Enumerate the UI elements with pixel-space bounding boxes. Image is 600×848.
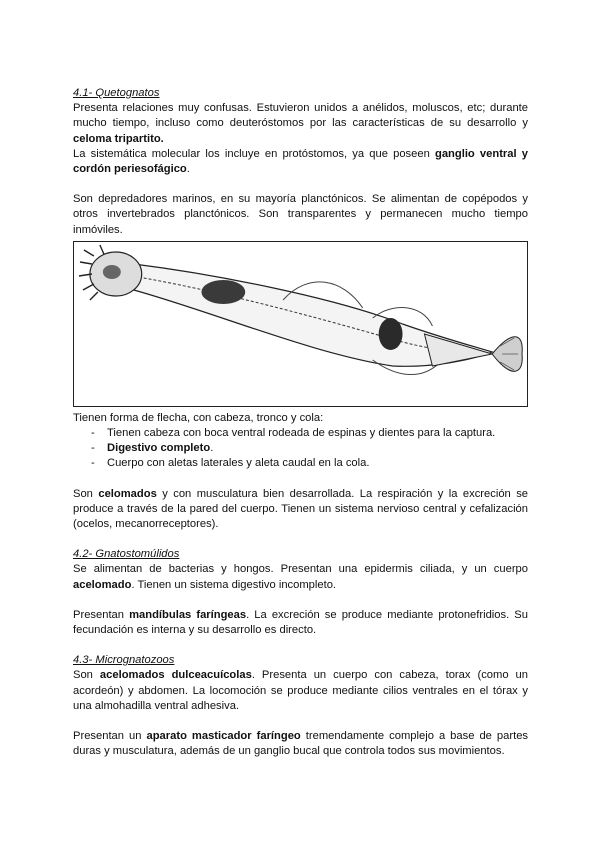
bold-text: celomados xyxy=(98,487,157,500)
text: Se alimentan de bacterias y hongos. Presentan una epidermis ciliada, y un cuerpo xyxy=(73,563,528,576)
paragraph xyxy=(73,729,528,759)
section-heading-quetognatos: 4.1- Quetognatos xyxy=(73,87,160,99)
text: La sistemática molecular los incluye en protóstomos, ya que poseen xyxy=(73,147,435,160)
list-item xyxy=(73,441,528,456)
text: y con musculatura bien desarrollada. La respiración y la excreción se produce a través de la pared del cuerpo. Tienen un sistema nervioso central y cefalización (ocelos, mecanorreceptores). xyxy=(73,487,529,531)
bold-text: mandíbulas faríngeas xyxy=(129,608,247,621)
bold-text: acelomado xyxy=(73,578,132,591)
paragraph xyxy=(73,487,528,533)
paragraph: Tienen forma de flecha, con cabeza, tronco y cola: xyxy=(73,411,324,424)
list-item: - Cuerpo con aletas laterales y aleta caudal en la cola. xyxy=(73,456,528,471)
paragraph xyxy=(73,101,528,147)
text: . xyxy=(186,163,190,176)
document-page xyxy=(73,86,528,759)
bold-text: aparato masticador faríngeo xyxy=(146,730,301,743)
text: . Presenta un cuerpo con cabeza, torax (como un acordeón) y abdomen. La locomoción se produce mediante cilios ventrales en el tórax y una almohadilla ventral adhesiva. xyxy=(73,669,528,712)
text: . La excreción se produce mediante protonefridios. Su fecundación es interna y su desarrollo es directo. xyxy=(73,608,528,637)
section-heading-gnatostomulidos: 4.2- Gnatostomúlidos xyxy=(73,548,180,561)
text: Presentan xyxy=(73,608,130,621)
text: tremendamente complejo a base de partes duras y musculatura, además de un ganglio bucal que controla todos sus movimientos. xyxy=(73,730,529,758)
section-heading-micrognatozoos: 4.3- Micrognatozoos xyxy=(73,654,175,667)
paragraph: Son depredadores marinos, en su mayoría planctónicos. Se alimentan de copépodos y otros invertebrados planctónicos. Son transparentes y permanecen mucho tiempo inmóviles. xyxy=(73,193,528,236)
text: Presenta relaciones muy confusas. Estuvieron unidos a anélidos, moluscos, etc; durante mucho tiempo, incluso como deuteróstomos por las características de su desarrollo y xyxy=(73,102,528,130)
text: Son xyxy=(73,487,99,500)
bold-text: celoma tripartito. xyxy=(73,132,164,145)
paragraph xyxy=(73,668,528,714)
paragraph xyxy=(73,562,528,592)
text: Son xyxy=(73,669,100,682)
paragraph xyxy=(73,608,528,638)
text: . Tienen un sistema digestivo incompleto. xyxy=(131,578,337,591)
feature-list xyxy=(73,426,528,472)
text: Presentan un xyxy=(73,730,147,743)
text: . xyxy=(210,442,214,455)
chaetognath-illustration xyxy=(73,241,528,407)
bold-text: ganglio ventral y cordón periesofágico xyxy=(73,147,528,176)
list-item: - Tienen cabeza con boca ventral rodeada de espinas y dientes para la captura. xyxy=(73,426,528,441)
bold-text: acelomados dulceacuícolas xyxy=(99,669,252,682)
bold-text: Digestivo completo xyxy=(107,442,211,455)
paragraph xyxy=(73,147,528,177)
arrow-worm-drawing xyxy=(74,242,527,406)
